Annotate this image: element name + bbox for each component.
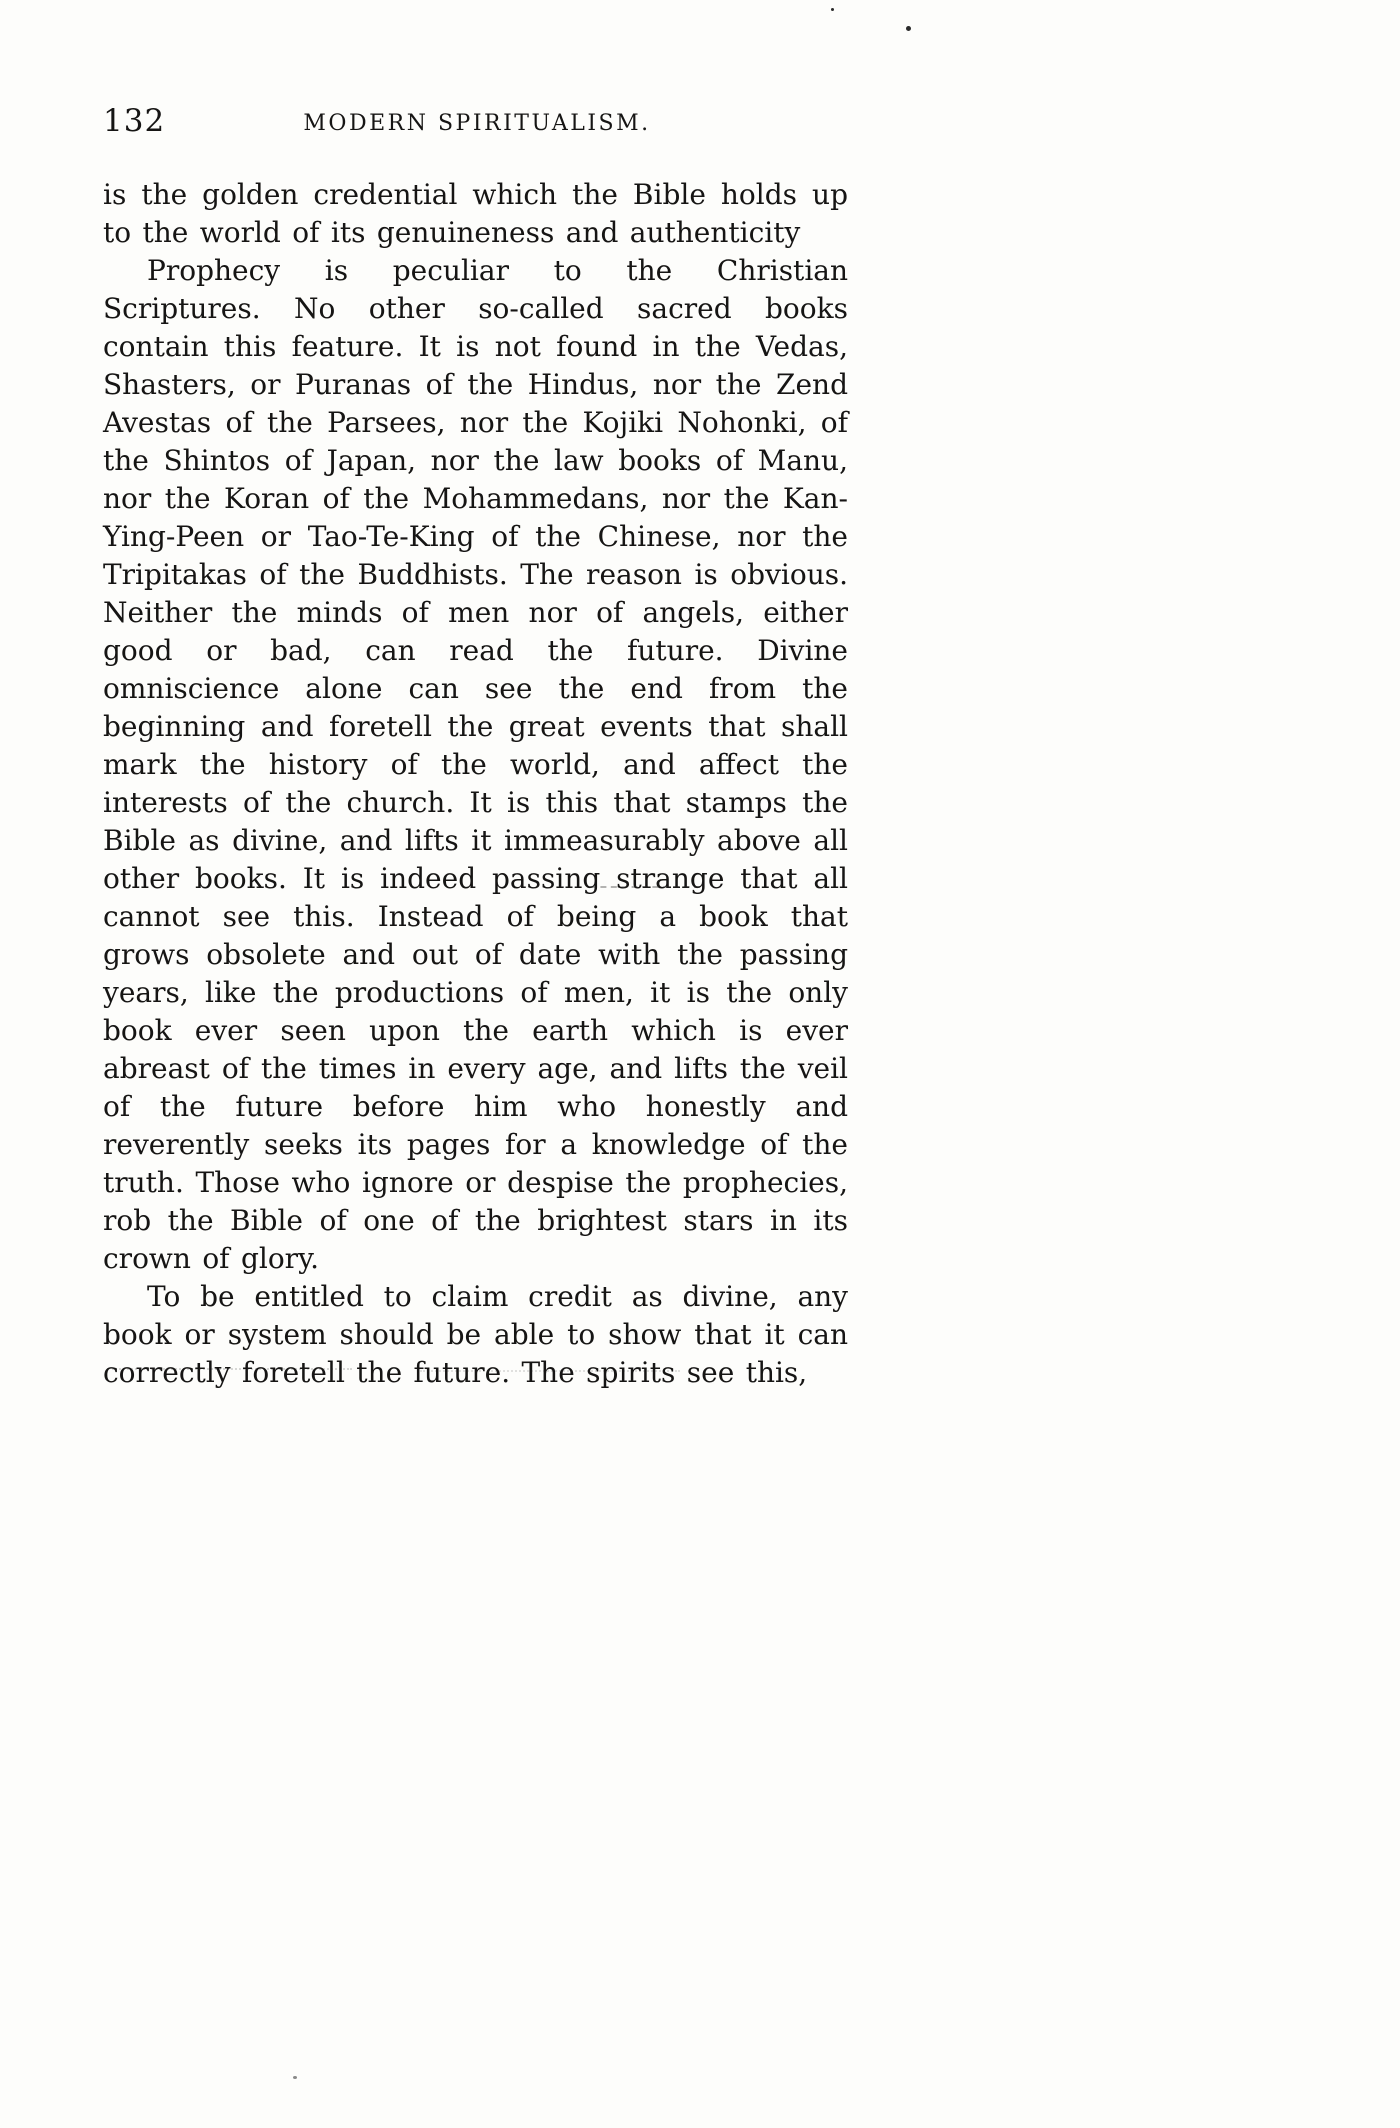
scan-speck — [293, 2076, 297, 2079]
running-header: MODERN SPIRITUALISM. — [303, 111, 651, 136]
scan-speck — [831, 8, 834, 11]
page-header — [103, 103, 851, 150]
paragraph: Prophecy is peculiar to the Christian Scriptures. No other so-called sacred books contain this feature. It is not found in the Vedas, Shasters, or Puranas of the Hindus, nor the Zend Avestas of the Parsees, nor the Kojiki Nohonki, of the Shintos of Japan, nor the law books of Manu, nor the Koran of the Mohammedans, nor the Kan-Ying-Peen or Tao-Te-King of the Chinese, nor the Tripitakas of the Buddhists. The reason is obvious. Neither the minds of men nor of angels, either good or bad, can read the future. Divine omniscience alone can see the end from the beginning and foretell the great events that shall mark the history of the world, and affect the interests of the church. It is this that stamps the Bible as divine, and lifts it immeasurably above all other books. It is indeed passing strange that all cannot see this. Instead of being a book that grows obsolete and out of date with the passing years, like the productions of men, it is the only book ever seen upon the earth which is ever abreast of the times in every age, and lifts the veil of the future before him who honestly and reverently seeks its pages for a knowledge of the truth. Those who ignore or despise the prophecies, rob the Bible of one of the brightest stars in its crown of glory. — [103, 254, 848, 1275]
scan-smudge — [112, 1368, 352, 1370]
scan-speck — [906, 26, 911, 31]
scan-smudge — [420, 1370, 680, 1372]
paragraph: is the golden credential which the Bible holds up to the world of its genuineness and authenticity — [103, 178, 848, 249]
page-body — [103, 176, 848, 1392]
scan-smudge — [590, 886, 700, 888]
page-number: 132 — [103, 103, 166, 139]
paragraph: To be entitled to claim credit as divine, any book or system should be able to show that it can correctly foretell the future. The spirits see this, — [103, 1280, 848, 1389]
